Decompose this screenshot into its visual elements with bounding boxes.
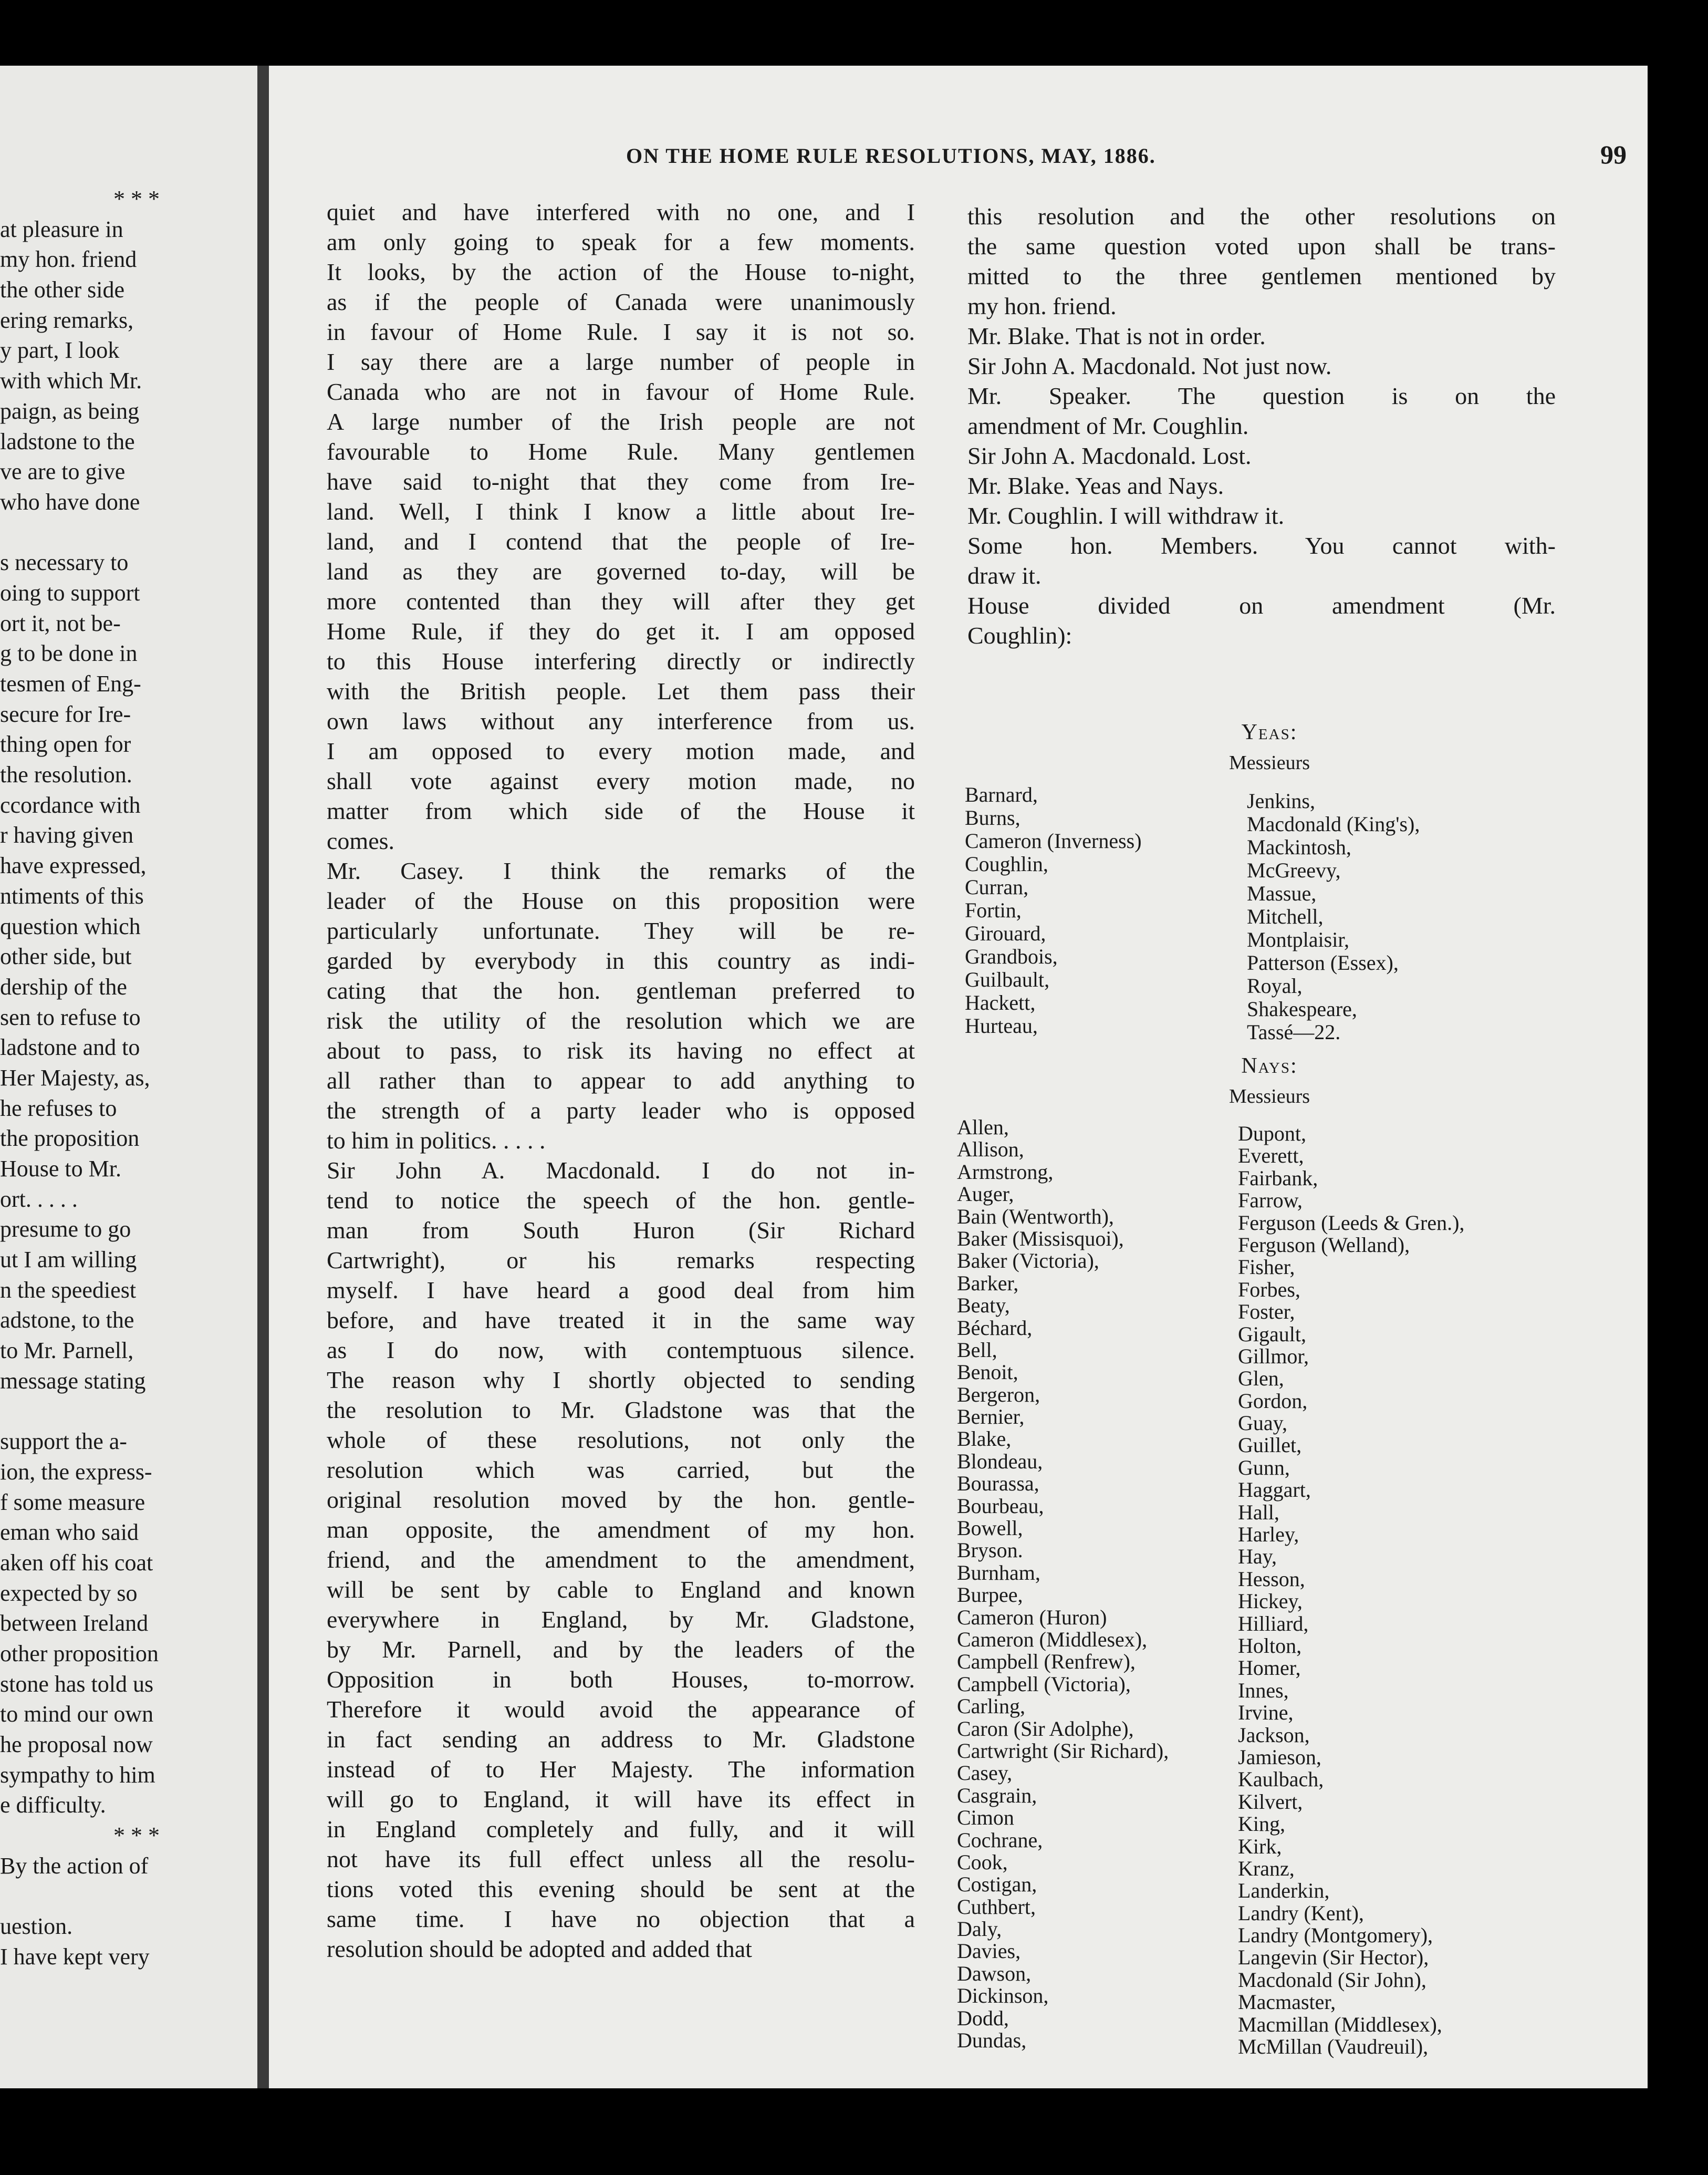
member-name: Gillmor, (1238, 1344, 1309, 1368)
member-name: Fairbank, (1238, 1166, 1318, 1190)
member-name: Landry (Montgomery), (1238, 1923, 1433, 1948)
text-line: ort it, not be- (0, 610, 121, 636)
member-name: Casgrain, (957, 1783, 1037, 1807)
member-name: Bowell, (957, 1516, 1023, 1540)
text-line: garded by everybody in this country as indi- (327, 947, 915, 974)
text-line: original resolution moved by the hon. gentle- (327, 1486, 915, 1513)
member-name: Macmaster, (1238, 1990, 1336, 2014)
text-line: message stating (0, 1368, 146, 1394)
member-name: Hesson, (1238, 1567, 1305, 1591)
member-name: Mackintosh, (1247, 835, 1351, 859)
text-line: before, and have treated it in the same way (327, 1307, 915, 1333)
member-name: Glen, (1238, 1366, 1284, 1391)
text-line: stone has told us (0, 1671, 154, 1697)
member-name: Cook, (957, 1850, 1008, 1874)
member-name: Patterson (Essex), (1247, 951, 1399, 975)
text-line: Some hon. Members. You cannot with- (967, 532, 1556, 559)
text-line: as if the people of Canada were unanimously (327, 288, 915, 315)
text-line: who have done (0, 489, 140, 515)
member-name: Hurteau, (965, 1014, 1038, 1038)
text-line: oing to support (0, 579, 140, 606)
member-name: Campbell (Renfrew), (957, 1650, 1136, 1674)
current-page (269, 66, 1648, 2088)
member-name: Béchard, (957, 1316, 1033, 1340)
member-name: Macdonald (King's), (1247, 812, 1420, 836)
text-line: tions voted this evening should be sent at the (327, 1876, 915, 1902)
text-line: the other side (0, 277, 125, 303)
nays-subheading: Messieurs (1228, 1085, 1310, 1107)
member-name: Barnard, (965, 783, 1038, 806)
text-line: land, and I contend that the people of Ire- (327, 528, 915, 555)
text-line: with which Mr. (0, 368, 142, 394)
member-name: Costigan, (957, 1872, 1037, 1897)
text-line: Her Majesty, as, (0, 1064, 150, 1091)
member-name: Daly, (957, 1917, 1002, 1941)
running-title: ON THE HOME RULE RESOLUTIONS, MAY, 1886. (626, 144, 1156, 168)
yeas-heading: Yeas: (1241, 720, 1298, 744)
member-name: Baker (Victoria), (957, 1249, 1099, 1273)
text-line: shall vote against every motion made, no (327, 768, 915, 794)
member-name: Gigault, (1238, 1322, 1306, 1346)
text-line: aken off his coat (0, 1549, 153, 1576)
text-line (0, 1881, 257, 1912)
member-name: Macmillan (Middlesex), (1238, 2012, 1442, 2036)
text-line: Sir John A. Macdonald. Lost. (967, 442, 1252, 469)
text-line: The reason why I shortly objected to sending (327, 1366, 915, 1393)
text-line: question which (0, 913, 141, 939)
text-line: everywhere in England, by Mr. Gladstone, (327, 1606, 915, 1633)
member-name: Farrow, (1238, 1188, 1303, 1213)
text-line: House divided on amendment (Mr. (967, 592, 1556, 619)
text-line: to him in politics. . . . . (327, 1127, 546, 1154)
text-line: f some measure (0, 1489, 145, 1515)
member-name: Bourassa, (957, 1472, 1039, 1496)
text-line: other side, but (0, 944, 132, 970)
member-name: Casey, (957, 1761, 1013, 1785)
member-name: Kranz, (1238, 1856, 1295, 1880)
text-line: have expressed, (0, 853, 147, 879)
text-line: leader of the House on this proposition were (327, 887, 915, 914)
member-name: Fisher, (1238, 1255, 1295, 1279)
member-name: Gordon, (1238, 1389, 1308, 1413)
member-name: Burns, (965, 806, 1020, 830)
text-line: paign, as being (0, 398, 140, 424)
member-name: Burnham, (957, 1560, 1040, 1584)
member-name: Davies, (957, 1939, 1021, 1963)
member-name: McMillan (Vaudreuil), (1238, 2035, 1429, 2059)
text-line: amendment of Mr. Coughlin. (967, 412, 1249, 439)
text-line: draw it. (967, 562, 1042, 589)
member-name: Jenkins, (1247, 789, 1315, 813)
text-line: s necessary to (0, 550, 129, 576)
text-line: thing open for (0, 731, 131, 758)
member-name: Guay, (1238, 1411, 1288, 1435)
text-line: my hon. friend (0, 246, 137, 273)
text-line (0, 517, 257, 548)
member-name: Mitchell, (1247, 905, 1324, 928)
member-name: Dawson, (957, 1961, 1032, 1985)
member-name: Baker (Missisquoi), (957, 1226, 1124, 1250)
text-line: in England completely and fully, and it will (327, 1816, 915, 1842)
member-name: Allen, (957, 1115, 1009, 1139)
text-line: matter from which side of the House it (327, 798, 915, 824)
member-name: Massue, (1247, 882, 1317, 905)
text-line: Mr. Blake. Yeas and Nays. (967, 472, 1224, 499)
text-line: resolution which was carried, but the (327, 1456, 915, 1483)
text-line: the strength of a party leader who is opposed (327, 1097, 915, 1124)
text-line: * * * (113, 186, 160, 212)
member-name: Everett, (1238, 1144, 1304, 1168)
member-name: Landry (Kent), (1238, 1901, 1364, 1925)
member-name: Guilbault, (965, 968, 1050, 991)
text-line: land. Well, I think I know a little about Ire- (327, 498, 915, 525)
previous-page-text (0, 184, 257, 1972)
text-line: friend, and the amendment to the amendment, (327, 1546, 915, 1573)
text-line: ladstone and to (0, 1034, 140, 1061)
member-name: Fortin, (965, 898, 1022, 922)
member-name: Homer, (1238, 1656, 1301, 1680)
member-name: Bain (Wentworth), (957, 1204, 1114, 1228)
text-line: this resolution and the other resolutions on (967, 203, 1556, 230)
text-line: my hon. friend. (967, 293, 1117, 319)
member-name: Bell, (957, 1338, 997, 1362)
member-name: Coughlin, (965, 852, 1048, 876)
text-line: quiet and have interfered with no one, and I (327, 199, 915, 225)
text-line: risk the utility of the resolution which we are (327, 1007, 915, 1034)
member-name: Dodd, (957, 2006, 1009, 2030)
member-name: Curran, (965, 875, 1029, 899)
member-name: King, (1238, 1812, 1285, 1836)
text-line: ort. . . . . (0, 1186, 78, 1212)
member-name: Kaulbach, (1238, 1767, 1324, 1791)
member-name: Cameron (Huron) (957, 1605, 1107, 1629)
text-line: am only going to speak for a few moments. (327, 229, 915, 255)
text-line: have said to-night that they come from Ire- (327, 468, 915, 495)
text-line: between Ireland (0, 1610, 149, 1637)
text-line: own laws without any interference from us. (327, 708, 915, 734)
member-name: Beaty, (957, 1293, 1010, 1318)
text-line: uestion. (0, 1913, 73, 1940)
text-line: the resolution. (0, 762, 132, 788)
text-line (0, 1396, 257, 1427)
member-name: Cameron (Inverness) (965, 829, 1142, 853)
text-line: resolution should be adopted and added that (327, 1935, 752, 1962)
text-line: Mr. Casey. I think the remarks of the (327, 857, 915, 884)
member-name: Innes, (1238, 1678, 1289, 1702)
text-line: to mind our own (0, 1701, 154, 1727)
text-line: g to be done in (0, 640, 138, 667)
text-line: whole of these resolutions, not only the (327, 1426, 915, 1453)
text-line: at pleasure in (0, 216, 123, 242)
member-name: Montplaisir, (1247, 928, 1350, 951)
text-line: ion, the express- (0, 1458, 152, 1485)
member-name: Harley, (1238, 1522, 1299, 1547)
nays-list-right (1238, 1123, 1464, 2058)
member-name: Dickinson, (957, 1984, 1049, 2008)
text-line: e difficulty. (0, 1792, 106, 1818)
text-line: adstone, to the (0, 1307, 134, 1333)
text-line: sympathy to him (0, 1762, 155, 1788)
text-line: ve are to give (0, 459, 126, 485)
member-name: Shakespeare, (1247, 997, 1357, 1021)
previous-page (0, 66, 257, 2088)
text-line: in favour of Home Rule. I say it is not so. (327, 318, 915, 345)
member-name: Cimon (957, 1806, 1014, 1830)
text-line: dership of the (0, 973, 127, 1000)
member-name: Ferguson (Leeds & Gren.), (1238, 1210, 1465, 1235)
member-name: Kilvert, (1238, 1789, 1303, 1814)
text-line: he refuses to (0, 1095, 117, 1121)
member-name: Blondeau, (957, 1449, 1043, 1473)
text-line: man from South Huron (Sir Richard (327, 1217, 915, 1244)
member-name: Barker, (957, 1271, 1019, 1295)
member-name: Cochrane, (957, 1828, 1043, 1852)
text-line: Coughlin): (967, 622, 1072, 649)
text-line: ladstone to the (0, 428, 135, 454)
member-name: Girouard, (965, 921, 1046, 945)
text-line: Cartwright), or his remarks respecting (327, 1247, 915, 1273)
text-line: By the action of (0, 1852, 149, 1879)
member-name: Gunn, (1238, 1455, 1290, 1479)
member-name: Hay, (1238, 1545, 1277, 1569)
text-line: more contented than they will after they get (327, 588, 915, 615)
text-line: the resolution to Mr. Gladstone was that the (327, 1396, 915, 1423)
member-name: Jackson, (1238, 1723, 1310, 1747)
nays-heading: Nays: (1241, 1054, 1298, 1078)
text-line: sen to refuse to (0, 1004, 141, 1030)
text-line: will go to England, it will have its effect in (327, 1786, 915, 1812)
member-name: Irvine, (1238, 1701, 1294, 1725)
text-line: will be sent by cable to England and known (327, 1576, 915, 1603)
text-line: ntiments of this (0, 883, 144, 909)
member-name: Holton, (1238, 1633, 1302, 1658)
nays-list-left (957, 1116, 1169, 2052)
text-line: Opposition in both Houses, to-morrow. (327, 1666, 915, 1693)
member-name: Benoit, (957, 1360, 1018, 1384)
member-name: Caron (Sir Adolphe), (957, 1716, 1134, 1741)
member-name: Bernier, (957, 1405, 1025, 1429)
text-line: ccordance with (0, 792, 141, 818)
member-name: Bergeron, (957, 1382, 1040, 1406)
text-line: expected by so (0, 1580, 138, 1606)
member-name: Carling, (957, 1694, 1025, 1718)
text-line: other proposition (0, 1641, 159, 1666)
member-name: Burpee, (957, 1583, 1023, 1607)
text-line: in fact sending an address to Mr. Gladstone (327, 1726, 915, 1753)
text-line: ut I am willing (0, 1247, 137, 1273)
member-name: Hackett, (965, 991, 1036, 1014)
text-line: comes. (327, 827, 395, 854)
member-name: Landerkin, (1238, 1879, 1330, 1903)
member-name: Dupont, (1238, 1122, 1306, 1145)
text-line: Home Rule, if they do get it. I am opposed (327, 618, 915, 645)
page-number: 99 (1600, 140, 1627, 169)
text-line: to this House interfering directly or indirectly (327, 648, 915, 675)
member-name: McGreevy, (1247, 858, 1341, 882)
text-line: by Mr. Parnell, and by the leaders of the (327, 1636, 915, 1663)
text-line: I have kept very (0, 1943, 150, 1970)
text-line: secure for Ire- (0, 701, 131, 727)
text-line: presume to go (0, 1216, 131, 1242)
member-name: Cuthbert, (957, 1894, 1036, 1919)
member-name: Bourbeau, (957, 1494, 1044, 1518)
text-line: all rather than to appear to add anything to (327, 1067, 915, 1094)
text-line: mitted to the three gentlemen mentioned by (967, 263, 1556, 289)
text-line: Sir John A. Macdonald. Not just now. (967, 353, 1332, 379)
yeas-list-left (965, 783, 1142, 1038)
text-line: cating that the hon. gentleman preferred to (327, 977, 915, 1004)
text-line: not have its full effect unless all the resolu- (327, 1846, 915, 1872)
text-line: It looks, by the action of the House to-night, (327, 258, 915, 285)
text-line: same time. I have no objection that a (327, 1905, 915, 1932)
member-name: Hickey, (1238, 1589, 1303, 1613)
text-line: eman who said (0, 1519, 139, 1546)
text-line: I say there are a large number of people in (327, 348, 915, 375)
text-line: n the speediest (0, 1277, 137, 1303)
member-name: Ferguson (Welland), (1238, 1232, 1410, 1257)
member-name: Macdonald (Sir John), (1238, 1967, 1426, 1992)
text-line: support the a- (0, 1428, 127, 1455)
text-line: I am opposed to every motion made, and (327, 738, 915, 764)
text-line: favourable to Home Rule. Many gentlemen (327, 438, 915, 465)
text-line: myself. I have heard a good deal from him (327, 1277, 915, 1303)
text-line: with the British people. Let them pass their (327, 678, 915, 705)
text-line: Therefore it would avoid the appearance of (327, 1696, 915, 1723)
text-line: about to pass, to risk its having no effect at (327, 1037, 915, 1064)
member-name: Hall, (1238, 1500, 1279, 1524)
text-line: Canada who are not in favour of Home Rule. (327, 378, 915, 405)
text-line: r having given (0, 822, 134, 848)
text-line: Sir John A. Macdonald. I do not in- (327, 1157, 915, 1184)
member-name: Forbes, (1238, 1277, 1300, 1301)
text-line: tend to notice the speech of the hon. gentle- (327, 1187, 915, 1214)
text-line: the same question voted upon shall be trans- (967, 233, 1556, 260)
text-line: man opposite, the amendment of my hon. (327, 1516, 915, 1543)
text-line: Mr. Speaker. The question is on the (967, 382, 1556, 409)
yeas-subheading: Messieurs (1228, 752, 1310, 774)
text-line: Mr. Coughlin. I will withdraw it. (967, 502, 1285, 529)
member-name: Dundas, (957, 2028, 1027, 2053)
text-line: instead of to Her Majesty. The information (327, 1756, 915, 1783)
member-name: Tassé—22. (1247, 1020, 1341, 1044)
text-line: * * * (113, 1822, 160, 1849)
text-line: Mr. Blake. That is not in order. (967, 323, 1266, 349)
middle-column (327, 197, 915, 1964)
member-name: Hilliard, (1238, 1611, 1309, 1635)
page-gutter (257, 66, 269, 2088)
member-name: Campbell (Victoria), (957, 1672, 1131, 1696)
text-line: to Mr. Parnell, (0, 1338, 134, 1364)
right-column (967, 201, 1556, 650)
text-line: particularly unfortunate. They will be re- (327, 917, 915, 944)
member-name: Armstrong, (957, 1159, 1054, 1184)
member-name: Guillet, (1238, 1433, 1302, 1457)
member-name: Langevin (Sir Hector), (1238, 1945, 1429, 1970)
member-name: Auger, (957, 1182, 1014, 1206)
member-name: Cameron (Middlesex), (957, 1627, 1148, 1651)
member-name: Royal, (1247, 974, 1303, 998)
member-name: Cartwright (Sir Richard), (957, 1738, 1169, 1763)
member-name: Foster, (1238, 1300, 1295, 1324)
text-line: as I do now, with contemptuous silence. (327, 1337, 915, 1363)
member-name: Allison, (957, 1137, 1024, 1162)
member-name: Grandbois, (965, 945, 1058, 968)
member-name: Kirk, (1238, 1834, 1282, 1858)
text-line: land as they are governed to-day, will be (327, 558, 915, 585)
text-line: y part, I look (0, 337, 120, 364)
member-name: Blake, (957, 1427, 1012, 1451)
text-line: he proposal now (0, 1732, 153, 1758)
text-line: A large number of the Irish people are not (327, 408, 915, 435)
member-name: Bryson. (957, 1538, 1023, 1562)
member-name: Jamieson, (1238, 1745, 1321, 1769)
text-line: tesmen of Eng- (0, 671, 141, 697)
yeas-list-right (1247, 790, 1420, 1044)
text-line: the proposition (0, 1125, 140, 1152)
member-name: Haggart, (1238, 1478, 1311, 1502)
text-line: House to Mr. (0, 1156, 121, 1182)
text-line: ering remarks, (0, 307, 134, 333)
